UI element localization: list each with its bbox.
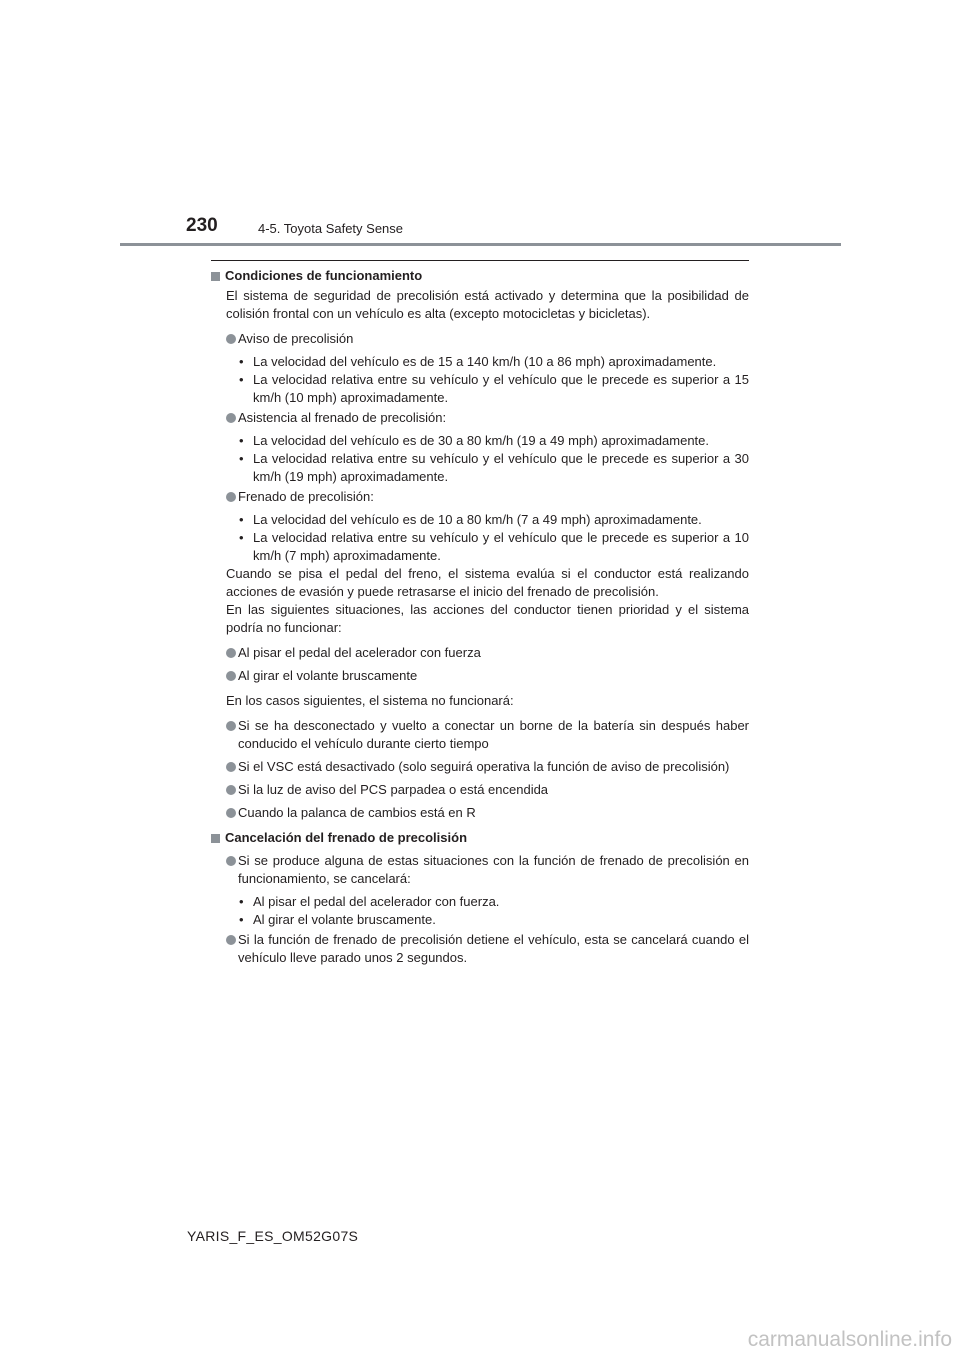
section-heading [211,829,749,847]
list-item-text: Si se produce alguna de estas situaciones con la función de frenado de precolisión en funcionamiento, se cancelará: [238,853,749,886]
list-item-text: Al girar el volante bruscamente [238,668,418,683]
group-title: Aviso de precolisión [238,331,354,346]
list-item [211,409,749,427]
list-item [211,804,749,822]
sub-list-item: • La velocidad relativa entre su vehículo y el vehículo que le precede es superior a 15 km/h (10 mph) aproximadamente. [239,372,749,405]
list-item [211,852,749,888]
page-content [211,267,749,967]
intro-paragraph: El sistema de seguridad de precolisión está activado y determina que la posibilidad de colisión frontal con un vehículo es alta (excepto motocicletas y bicicletas). [226,288,749,321]
section-title: 4-5. Toyota Safety Sense [258,221,404,236]
square-bullet-icon [211,272,220,281]
circle-bullet-icon [226,856,236,866]
sub-list-item: • La velocidad relativa entre su vehículo y el vehículo que le precede es superior a 30 km/h (19 mph) aproximadamente. [239,451,749,484]
sub-list-item: • La velocidad del vehículo es de 10 a 80 km/h (7 a 49 mph) aproximadamente. [239,511,749,529]
circle-bullet-icon [226,935,236,945]
section-heading [211,267,749,285]
sub-list-item: • Al pisar el pedal del acelerador con fuerza. [239,893,749,911]
circle-bullet-icon [226,721,236,731]
circle-bullet-icon [226,648,236,658]
circle-bullet-icon [226,671,236,681]
sub-item-text: La velocidad del vehículo es de 30 a 80 km/h (19 a 49 mph) aproximadamente. [253,433,709,448]
sub-item-text: La velocidad del vehículo es de 10 a 80 km/h (7 a 49 mph) aproximadamente. [253,512,702,527]
list-item [211,667,749,685]
sub-list [211,432,749,486]
sub-item-text: La velocidad del vehículo es de 15 a 140 km/h (10 a 86 mph) aproximadamente. [253,354,717,369]
sub-list [211,893,749,929]
list-item [211,781,749,799]
list-item-text: Al pisar el pedal del acelerador con fuerza [238,645,481,660]
sub-item-text: Al pisar el pedal del acelerador con fuerza. [253,894,500,909]
square-bullet-icon [211,834,220,843]
group-title: Frenado de precolisión: [238,489,374,504]
sub-item-text: La velocidad relativa entre su vehículo y el vehículo que le precede es superior a 10 km/h (7 mph) aproximadamente. [253,530,749,563]
list-item-text: Cuando la palanca de cambios está en R [238,805,476,820]
list-item-text: Si la luz de aviso del PCS parpadea o está encendida [238,782,549,797]
circle-bullet-icon [226,492,236,502]
content-rule [211,260,749,261]
circle-bullet-icon [226,334,236,344]
evasion-paragraph: Cuando se pisa el pedal del freno, el sistema evalúa si el conductor está realizando acciones de evasión y puede retrasarse el inicio del frenado de precolisión. [226,566,749,599]
list-item [211,330,749,348]
group-title: Asistencia al frenado de precolisión: [238,410,447,425]
sub-list-item: • La velocidad relativa entre su vehículo y el vehículo que le precede es superior a 10 km/h (7 mph) aproximadamente. [239,530,749,563]
page-number: 230 [186,215,218,236]
list-item [211,644,749,662]
list-item [211,931,749,967]
sub-item-text: La velocidad relativa entre su vehículo y el vehículo que le precede es superior a 30 km/h (19 mph) aproximadamente. [253,451,749,484]
sub-list-item: • Al girar el volante bruscamente. [239,911,749,929]
section-heading-text: Cancelación del frenado de precolisión [225,830,468,845]
sub-item-text: Al girar el volante bruscamente. [253,912,436,927]
list-item [211,758,749,776]
list-item-text: Si la función de frenado de precolisión detiene el vehículo, esta se cancelará cuando el vehículo lleve parado unos 2 segundos. [238,932,749,965]
circle-bullet-icon [226,413,236,423]
list-item [211,488,749,506]
circle-bullet-icon [226,785,236,795]
list-item [211,717,749,753]
priority-paragraph: En las siguientes situaciones, las acciones del conductor tienen prioridad y el sistema podría no funcionar: [226,602,749,635]
circle-bullet-icon [226,808,236,818]
not-working-paragraph: En los casos siguientes, el sistema no funcionará: [226,693,514,708]
sub-list [211,511,749,565]
section-heading-text: Condiciones de funcionamiento [225,268,423,283]
sub-list [211,353,749,407]
header-rule [120,243,841,246]
list-item-text: Si el VSC está desactivado (solo seguirá operativa la función de aviso de precolisión) [238,759,730,774]
sub-list-item: • La velocidad del vehículo es de 30 a 80 km/h (19 a 49 mph) aproximadamente. [239,432,749,450]
sub-list-item: • La velocidad del vehículo es de 15 a 140 km/h (10 a 86 mph) aproximadamente. [239,353,749,371]
list-item-text: Si se ha desconectado y vuelto a conectar un borne de la batería sin después haber conducido el vehículo durante cierto tiempo [238,718,749,751]
document-code: YARIS_F_ES_OM52G07S [187,1228,359,1244]
watermark: carmanualsonline.info [747,1328,952,1351]
sub-item-text: La velocidad relativa entre su vehículo y el vehículo que le precede es superior a 15 km/h (10 mph) aproximadamente. [253,372,749,405]
circle-bullet-icon [226,762,236,772]
